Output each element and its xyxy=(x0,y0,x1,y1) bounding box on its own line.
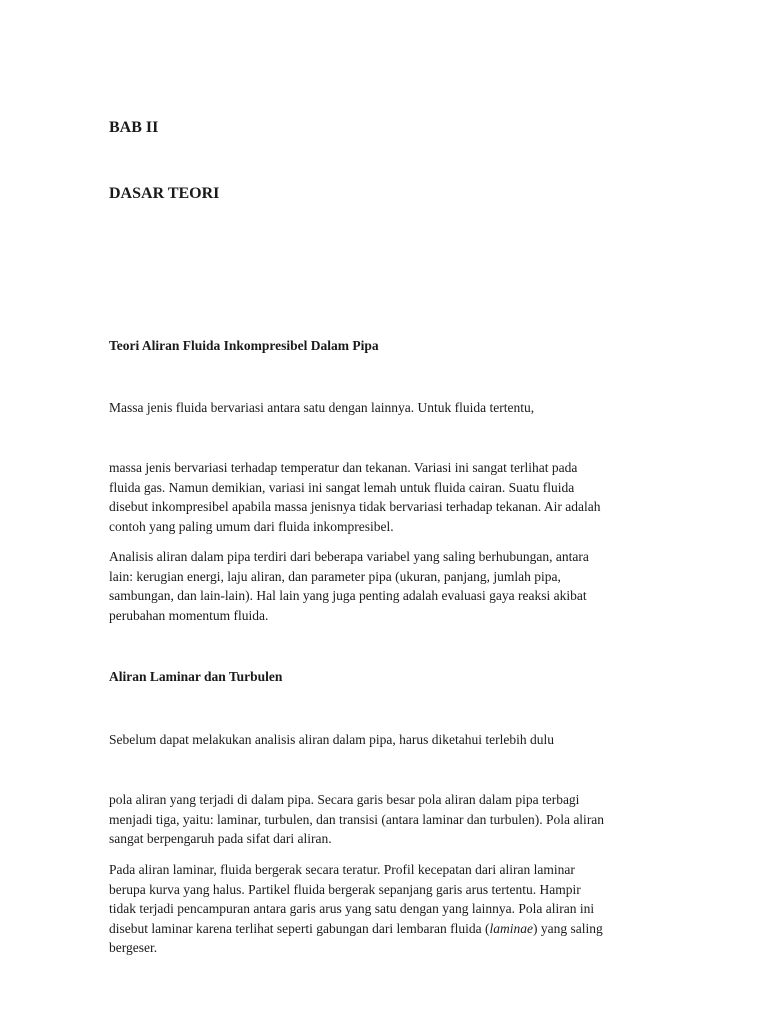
paragraph-line: fluida gas. Namun demikian, variasi ini sangat lemah untuk fluida cairan. Suatu fluida xyxy=(109,479,575,495)
paragraph-line: contoh yang paling umum dari fluida inkompresibel. xyxy=(109,518,394,534)
paragraph-line: massa jenis bervariasi terhadap temperatur dan tekanan. Variasi ini sangat terlihat pada xyxy=(109,460,578,475)
paragraph-line: perubahan momentum fluida. xyxy=(109,607,269,623)
line-text-before: disebut laminar karena terlihat seperti gabungan dari lembaran fluida ( xyxy=(109,920,490,936)
section1-paragraph-1 xyxy=(109,458,684,536)
section2-paragraph-1 xyxy=(109,790,684,849)
paragraph-line: disebut inkompresibel apabila massa jenisnya tidak bervariasi terhadap tekanan. Air adalah xyxy=(109,499,601,515)
section2-paragraph-2 xyxy=(109,860,684,958)
chapter-number: BAB II xyxy=(109,119,159,136)
paragraph-line: bergeser. xyxy=(109,940,158,956)
section1-paragraph-2 xyxy=(109,547,684,625)
paragraph-line: lain: kerugian energi, laju aliran, dan parameter pipa (ukuran, panjang, jumlah pipa, xyxy=(109,568,561,584)
line-text-after: ) yang saling xyxy=(532,920,603,936)
paragraph-line: pola aliran yang terjadi di dalam pipa. Secara garis besar pola aliran dalam pipa terbagi xyxy=(109,792,580,807)
section1-intro-line: Massa jenis fluida bervariasi antara satu dengan lainnya. Untuk fluida tertentu, xyxy=(109,400,535,415)
paragraph-line-with-italic xyxy=(109,919,684,939)
paragraph-line: sangat berpengaruh pada sifat dari aliran. xyxy=(109,831,332,847)
paragraph-line: sambungan, dan lain-lain). Hal lain yang juga penting adalah evaluasi gaya reaksi akibat xyxy=(109,588,587,604)
italic-term: laminae xyxy=(489,920,533,936)
chapter-title: DASAR TEORI xyxy=(109,185,220,202)
paragraph-line: Pada aliran laminar, fluida bergerak secara teratur. Profil kecepatan dari aliran laminar xyxy=(109,862,575,877)
section-heading-2: Aliran Laminar dan Turbulen xyxy=(109,669,283,684)
paragraph-line: menjadi tiga, yaitu: laminar, turbulen, dan transisi (antara laminar dan turbulen). Pola aliran xyxy=(109,811,605,827)
section2-intro-line: Sebelum dapat melakukan analisis aliran dalam pipa, harus diketahui terlebih dulu xyxy=(109,732,554,747)
paragraph-line: berupa kurva yang halus. Partikel fluida bergerak sepanjang garis arus tertentu. Hampir xyxy=(109,881,581,897)
section-heading-1: Teori Aliran Fluida Inkompresibel Dalam Pipa xyxy=(109,338,379,353)
paragraph-line: Analisis aliran dalam pipa terdiri dari beberapa variabel yang saling berhubungan, antara xyxy=(109,549,589,564)
paragraph-line: tidak terjadi pencampuran antara garis arus yang satu dengan yang lainnya. Pola aliran ini xyxy=(109,901,595,917)
